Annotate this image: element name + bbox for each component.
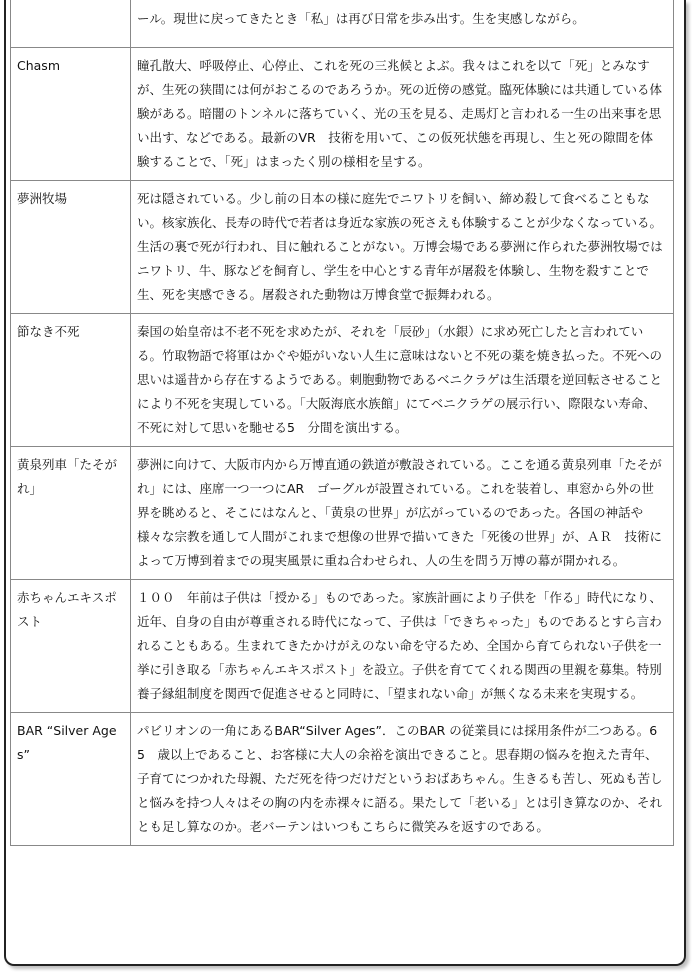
table-row	[11, 713, 674, 846]
table-row	[11, 580, 674, 713]
term-cell: 赤ちゃんエキスポスト	[11, 580, 131, 713]
description-cell: １００ 年前は子供は「授かる」ものであった。家族計画により子供を「作る」時代になり、近年、自身の自由が尊重される時代になって、子供は「できちゃった」ものであるとすら言われることもある。生まれてきたかけがえのない命を守るため、全国から育てられない子供を一挙に引き取る「赤ちゃんエキスポスト」を設立。子供を育ててくれる関西の里親を募集。特別養子縁組制度を関西で促進させると同時に、「望まれない命」が無くなる未来を実現する。	[131, 580, 674, 713]
description-cell: 夢洲に向けて、大阪市内から万博直通の鉄道が敷設されている。ここを通る黄泉列車「たそがれ」には、座席一つ一つにAR ゴーグルが設置されている。これを装着し、車窓から外の世界を眺めると、そこにはなんと、「黄泉の世界」が広がっているのであった。各国の神話や様々な宗教を通して人間がこれまで想像の世界で描いてきた「死後の世界」が、ＡＲ 技術によって万博到着までの現実風景に重ね合わせられ、人の生を問う万博の幕が開かれる。	[131, 447, 674, 580]
description-cell: 死は隠されている。少し前の日本の様に庭先でニワトリを飼い、締め殺して食べることもない。核家族化、長寿の時代で若者は身近な家族の死さえも体験することが少なくなっている。生活の裏で死が行われ、目に触れることがない。万博会場である夢洲に作られた夢洲牧場ではニワトリ、牛、豚などを飼育し、学生を中心とする青年が屠殺を体験し、生物を殺すことで生、死を実感できる。屠殺された動物は万博食堂で振舞われる。	[131, 181, 674, 314]
term-cell: 夢洲牧場	[11, 181, 131, 314]
description-cell: パビリオンの一角にあるBAR“Silver Ages”．このBAR の従業員には採用条件が二つある。65 歳以上であること、お客様に大人の余裕を演出できること。思春期の悩みを抱えた青年、子育てにつかれた母親、ただ死を待つだけだというおばあちゃん。生きるも苦し、死ぬも苦しと悩みを持つ人々はその胸の内を赤裸々に語る。果たして「老いる」とは引き算なのか、それとも足し算なのか。老バーテンはいつもこちらに微笑みを返すのである。	[131, 713, 674, 846]
description-cell: ール。現世に戻ってきたとき「私」は再び日常を歩み出す。生を実感しながら。	[131, 0, 674, 48]
pavilion-table	[10, 0, 674, 846]
term-cell: 節なき不死	[11, 314, 131, 447]
term-cell: Chasm	[11, 48, 131, 181]
table-row	[11, 314, 674, 447]
term-cell: BAR “Silver Ages”	[11, 713, 131, 846]
document-frame	[4, 0, 686, 966]
table-row	[11, 0, 674, 48]
table-row	[11, 447, 674, 580]
description-cell: 瞳孔散大、呼吸停止、心停止、これを死の三兆候とよぶ。我々はこれを以て「死」とみなすが、生死の狭間には何がおこるのであろうか。死の近傍の感覚。臨死体験には共通している体験がある。暗闇のトンネルに落ちていく、光の玉を見る、走馬灯と言われる一生の出来事を思い出す、などである。最新のVR 技術を用いて、この仮死状態を再現し、生と死の隙間を体験することで、「死」はまったく別の様相を呈する。	[131, 48, 674, 181]
description-cell: 秦国の始皇帝は不老不死を求めたが、それを「辰砂」（水銀）に求め死亡したと言われている。竹取物語で将軍はかぐや姫がいない人生に意味はないと不死の薬を焼き払った。不死への思いは遥昔から存在するようである。刺胞動物であるベニクラゲは生活環を逆回転させることにより不死を実現している。「大阪海底水族館」にてベニクラゲの展示行い、際限ない寿命、不死に対して思いを馳せる5 分間を演出する。	[131, 314, 674, 447]
term-cell	[11, 0, 131, 48]
table-row	[11, 181, 674, 314]
table-row	[11, 48, 674, 181]
term-cell: 黄泉列車「たそがれ」	[11, 447, 131, 580]
